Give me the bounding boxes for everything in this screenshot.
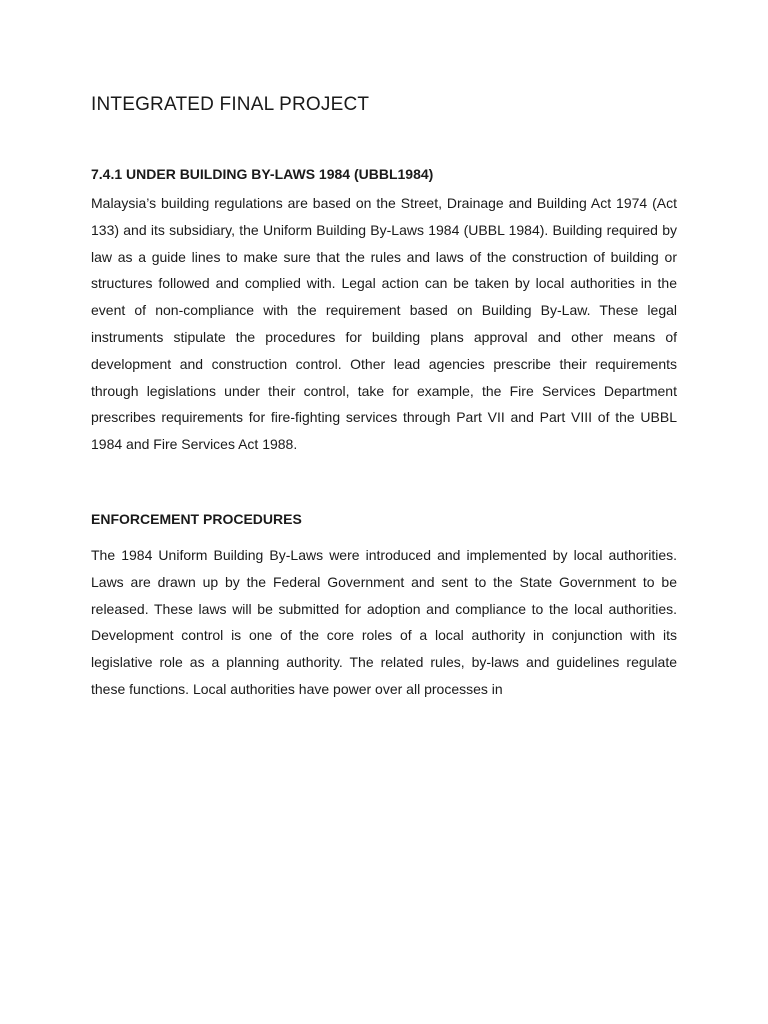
- document-title: INTEGRATED FINAL PROJECT: [91, 94, 370, 115]
- section-body-ubbl: Malaysia’s building regulations are based on the Street, Drainage and Building Act 1974 (Act 133) and its subsidiary, the Uniform Building By-Laws 1984 (UBBL 1984). Building required by law as a guide lines to make sure that the rules and laws of the construction of building or structures followed and complied with. Legal action can be taken by local authorities in the event of non-compliance with the requirement based on Building By-Law. These legal instruments stipulate the procedures for building plans approval and other means of development and construction control. Other lead agencies prescribe their requirements through legislations under their control, take for example, the Fire Services Department prescribes requirements for fire-fighting services through Part VII and Part VIII of the UBBL 1984 and Fire Services Act 1988.: [91, 195, 677, 453]
- section-heading-enforcement: ENFORCEMENT PROCEDURES: [91, 511, 302, 527]
- section-heading-ubbl: 7.4.1 UNDER BUILDING BY-LAWS 1984 (UBBL1984): [91, 166, 434, 182]
- section-body-enforcement: The 1984 Uniform Building By-Laws were introduced and implemented by local authorities. Laws are drawn up by the Federal Government and sent to the State Government to be released. These laws will be submitted for adoption and compliance to the local authorities. Development control is one of the core roles of a local authority in conjunction with its legislative role as a planning authority. The related rules, by-laws and guidelines regulate these functions. Local authorities have power over all processes in: [91, 547, 677, 697]
